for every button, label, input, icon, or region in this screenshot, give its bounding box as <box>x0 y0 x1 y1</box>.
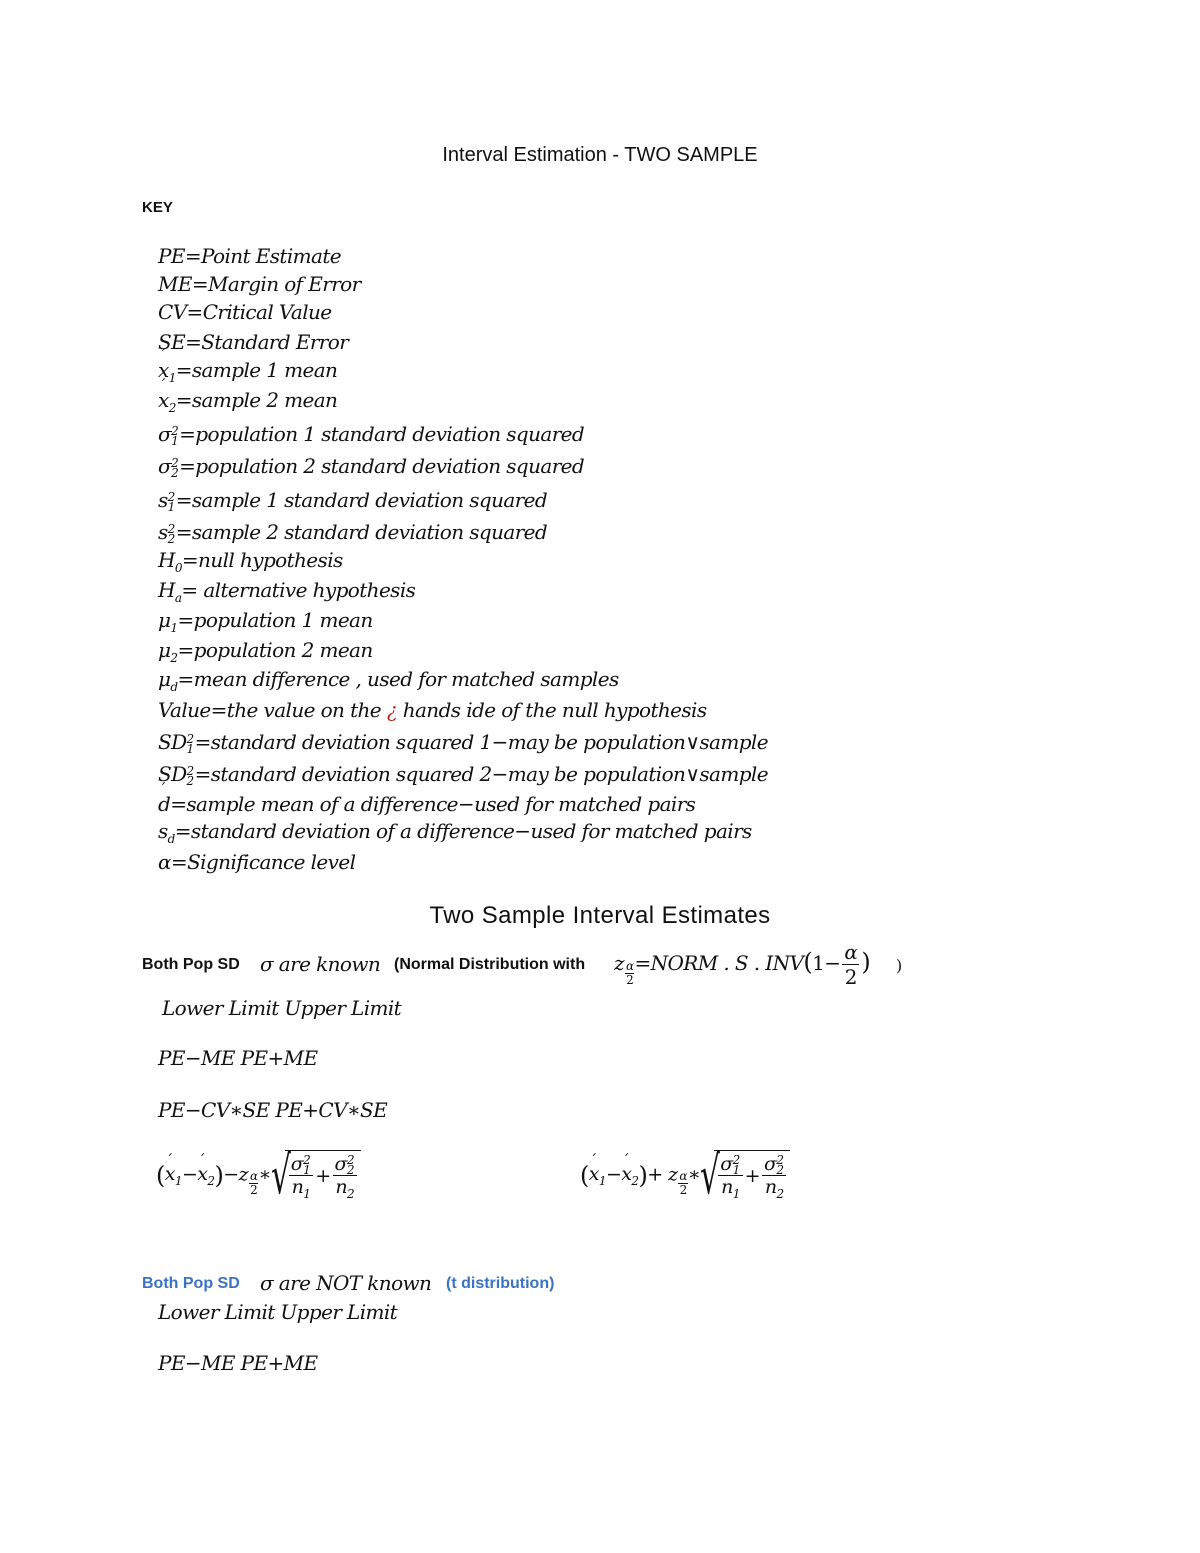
key-heading: KEY <box>142 199 173 216</box>
key-sigma2: σ 2 2 =population 2 standard deviation squared <box>158 454 585 480</box>
key-mu1: $\mu_1=population$ 1 mean <box>158 608 373 635</box>
key-sd-desc: =standard deviation of a difference−used for matched pairs <box>174 819 752 843</box>
key-sigma2-desc: =population 2 standard deviation squared <box>179 454 585 478</box>
key-s2: s 2 2 =sample 2 standard deviation squared <box>158 520 548 546</box>
known-formula-text: =NORM . S . INV <box>634 951 804 975</box>
unknown-label: Both Pop SD <box>142 1275 240 1292</box>
key-ha: $H_a=$ alternative hypothesis <box>158 578 416 605</box>
key-sd2-desc: =standard deviation squared 2−may be population∨sample <box>194 762 768 786</box>
key-s2-desc: =sample 2 standard deviation squared <box>175 520 548 544</box>
known-dist-label: (Normal Distribution with <box>394 956 586 973</box>
key-sigma1: σ 2 1 =population 1 standard deviation squared <box>158 422 585 448</box>
key-sd1: SD 2 1 =standard deviation squared 1−may be population∨sample <box>158 730 768 756</box>
key-mu2: $\mu_2=population$ 2 mean <box>158 638 373 665</box>
key-sd1-desc: =standard deviation squared 1−may be population∨sample <box>194 730 768 754</box>
unknown-limits-header: Lower Limit Upper Limit <box>158 1300 398 1324</box>
key-sd2: SD 2 2 =standard deviation squared 2−may be population∨sample <box>158 762 768 788</box>
known-z-formula: z $\frac{\alpha}{2}$ =NORM . S . INV(1− $\frac{\alpha}{2}$ ) <box>614 940 871 989</box>
key-ha-desc: = alternative hypothesis <box>181 578 416 602</box>
document-title: Interval Estimation - TWO SAMPLE <box>442 144 758 166</box>
unknown-dist-label: (t distribution) <box>446 1275 555 1292</box>
key-me: ME=Margin of Error <box>158 272 361 296</box>
key-sd: $s_d=standard$ deviation of a difference−used for matched pairs <box>158 819 752 846</box>
key-x1-desc: =sample 1 mean <box>175 358 338 382</box>
key-se: SE=Standard Error <box>158 330 349 354</box>
key-h0: $H_0=null$ hypothesis <box>158 548 343 575</box>
known-limits-header: Lower Limit Upper Limit <box>162 996 402 1020</box>
key-value <box>158 698 707 722</box>
key-mu2-desc: =population 2 mean <box>177 638 373 662</box>
key-sigma1-desc: =population 1 standard deviation squared <box>179 422 585 446</box>
key-pe: PE=Point Estimate <box>158 244 342 268</box>
key-s1: s 2 1 =sample 1 standard deviation squared <box>158 488 548 514</box>
known-close-paren: ) <box>896 956 903 975</box>
known-label: Both Pop SD <box>142 956 240 973</box>
key-s1-desc: =sample 1 standard deviation squared <box>175 488 548 512</box>
upper-limit-formula: (´ $x_1-´$ $x_2)+ z$ $\frac{\alpha}{2}$ ∗ √ σ 2 1 $n_1$ + σ 2 2 $n_2$ <box>580 1150 790 1201</box>
known-sigma-phrase: σ are known <box>260 952 381 976</box>
known-pe-me: PE−ME PE+ME <box>158 1046 318 1070</box>
key-alpha: α=Significance level <box>158 850 356 874</box>
unknown-sigma-phrase: σ are NOT known <box>260 1271 432 1295</box>
lower-limit-formula: (´ $x_1-´$ $x_2)-z$ $\frac{\alpha}{2}$ ∗ √ σ 2 1 $n_1$ + σ 2 2 $n_2$ <box>156 1150 361 1201</box>
key-x2-desc: =sample 2 mean <box>175 388 338 412</box>
key-mu1-desc: =population 1 mean <box>177 608 373 632</box>
key-value-pre: Value=the value on the <box>158 698 387 722</box>
key-mud: $\mu_d=mean$ difference , used for matched samples <box>158 667 619 694</box>
key-dbar-desc: =sample mean of a difference−used for matched pairs <box>170 792 696 816</box>
section-title: Two Sample Interval Estimates <box>429 902 771 929</box>
unknown-pe-me: PE−ME PE+ME <box>158 1351 318 1375</box>
key-mud-desc: =mean difference , used for matched samples <box>177 667 619 691</box>
key-x1: ´ $x_1=sample$ 1 mean <box>158 358 337 385</box>
key-value-glyph: ¿ <box>386 698 397 722</box>
key-value-post: hands ide of the null hypothesis <box>396 698 707 722</box>
key-cv: CV=Critical Value <box>158 300 332 324</box>
known-pe-cv: PE−CV∗SE PE+CV∗SE <box>158 1098 388 1122</box>
key-h0-desc: =null hypothesis <box>181 548 343 572</box>
key-x2: ´ $x_2=sample$ 2 mean <box>158 388 337 415</box>
key-dbar: ´ d=sample mean of a difference−used for matched pairs <box>158 792 695 816</box>
